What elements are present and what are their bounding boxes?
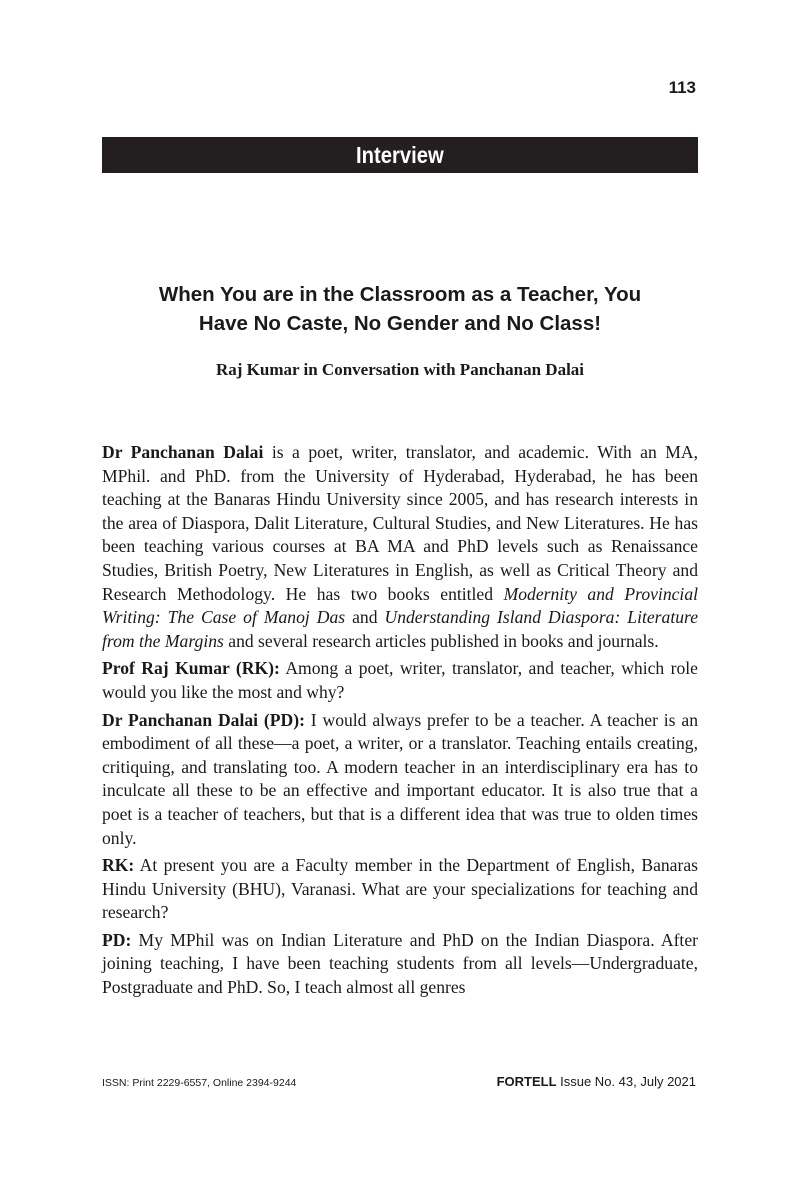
intro-and: and — [345, 607, 385, 628]
intro-name: Dr Panchanan Dalai — [102, 442, 264, 462]
section-banner — [102, 137, 698, 173]
qa-paragraph — [102, 929, 698, 1000]
journal-name: FORTELL — [496, 1074, 557, 1089]
speaker-label: PD: — [102, 929, 132, 950]
issue-info: Issue No. 43, July 2021 — [556, 1074, 696, 1089]
qa-text: I would always prefer to be a teacher. A teacher is an embodiment of all these—a poet, a writer, or a translator. Teaching entails creating, critiquing, and translating too. A modern teacher in an interdisciplinary era has to inculcate all these to be an effective and important educator. It is also true that a poet is a teacher of teachers, but that is a different idea that was true to olden times only. — [102, 709, 698, 848]
qa-paragraph — [102, 854, 698, 925]
qa-paragraph — [102, 709, 698, 851]
speaker-label: Prof Raj Kumar (RK): — [102, 658, 280, 679]
section-label: Interview — [356, 142, 444, 168]
byline: Raj Kumar in Conversation with Panchanan Dalai — [215, 360, 585, 379]
intro-text-2: and several research articles published in books and journals. — [223, 630, 659, 651]
qa-text: Among a poet, writer, translator, and teacher, which role would you like the most and why? — [102, 658, 698, 702]
book-title-1: Modernity and Provincial Writing: The Case of Manoj Das — [102, 583, 698, 628]
qa-paragraph — [102, 657, 698, 704]
article-title — [102, 280, 698, 338]
intro-paragraph — [102, 441, 698, 653]
book-title-2: Understanding Island Diaspora: Literature from the Margins — [102, 607, 699, 651]
qa-text: At present you are a Faculty member in the Department of English, Banaras Hindu University (BHU), Varanasi. What are your specializations for teaching and research? — [102, 855, 698, 923]
title-line-2: Have No Caste, No Gender and No Class! — [198, 312, 602, 335]
footer-issue — [497, 1074, 696, 1089]
speaker-label: RK: — [102, 855, 135, 876]
intro-text-1: is a poet, writer, translator, and academic. With an MA, MPhil. and PhD. from the University of Hyderabad, Hyderabad, he has been teaching at the Banaras Hindu University since 2005, and has research interests in the area of Diaspora, Dalit Literature, Cultural Studies, and New Literatures. He has been teaching various courses at BA MA and PhD levels such as Renaissance Studies, British Poetry, New Literatures in English, as well as Critical Theory and Research Methodology. He has two books entitled — [102, 442, 699, 604]
page-number: 113 — [668, 78, 696, 97]
speaker-label: Dr Panchanan Dalai (PD): — [102, 709, 305, 730]
article-body — [102, 441, 698, 1004]
footer-issn: ISSN: Print 2229-6557, Online 2394-9244 — [102, 1077, 297, 1089]
qa-text: My MPhil was on Indian Literature and PhD on the Indian Diaspora. After joining teaching, I have been teaching students from all levels—Undergraduate, Postgraduate and PhD. So, I teach almost all genres — [102, 929, 698, 998]
title-line-1: When You are in the Classroom as a Teacher, You — [158, 283, 642, 306]
